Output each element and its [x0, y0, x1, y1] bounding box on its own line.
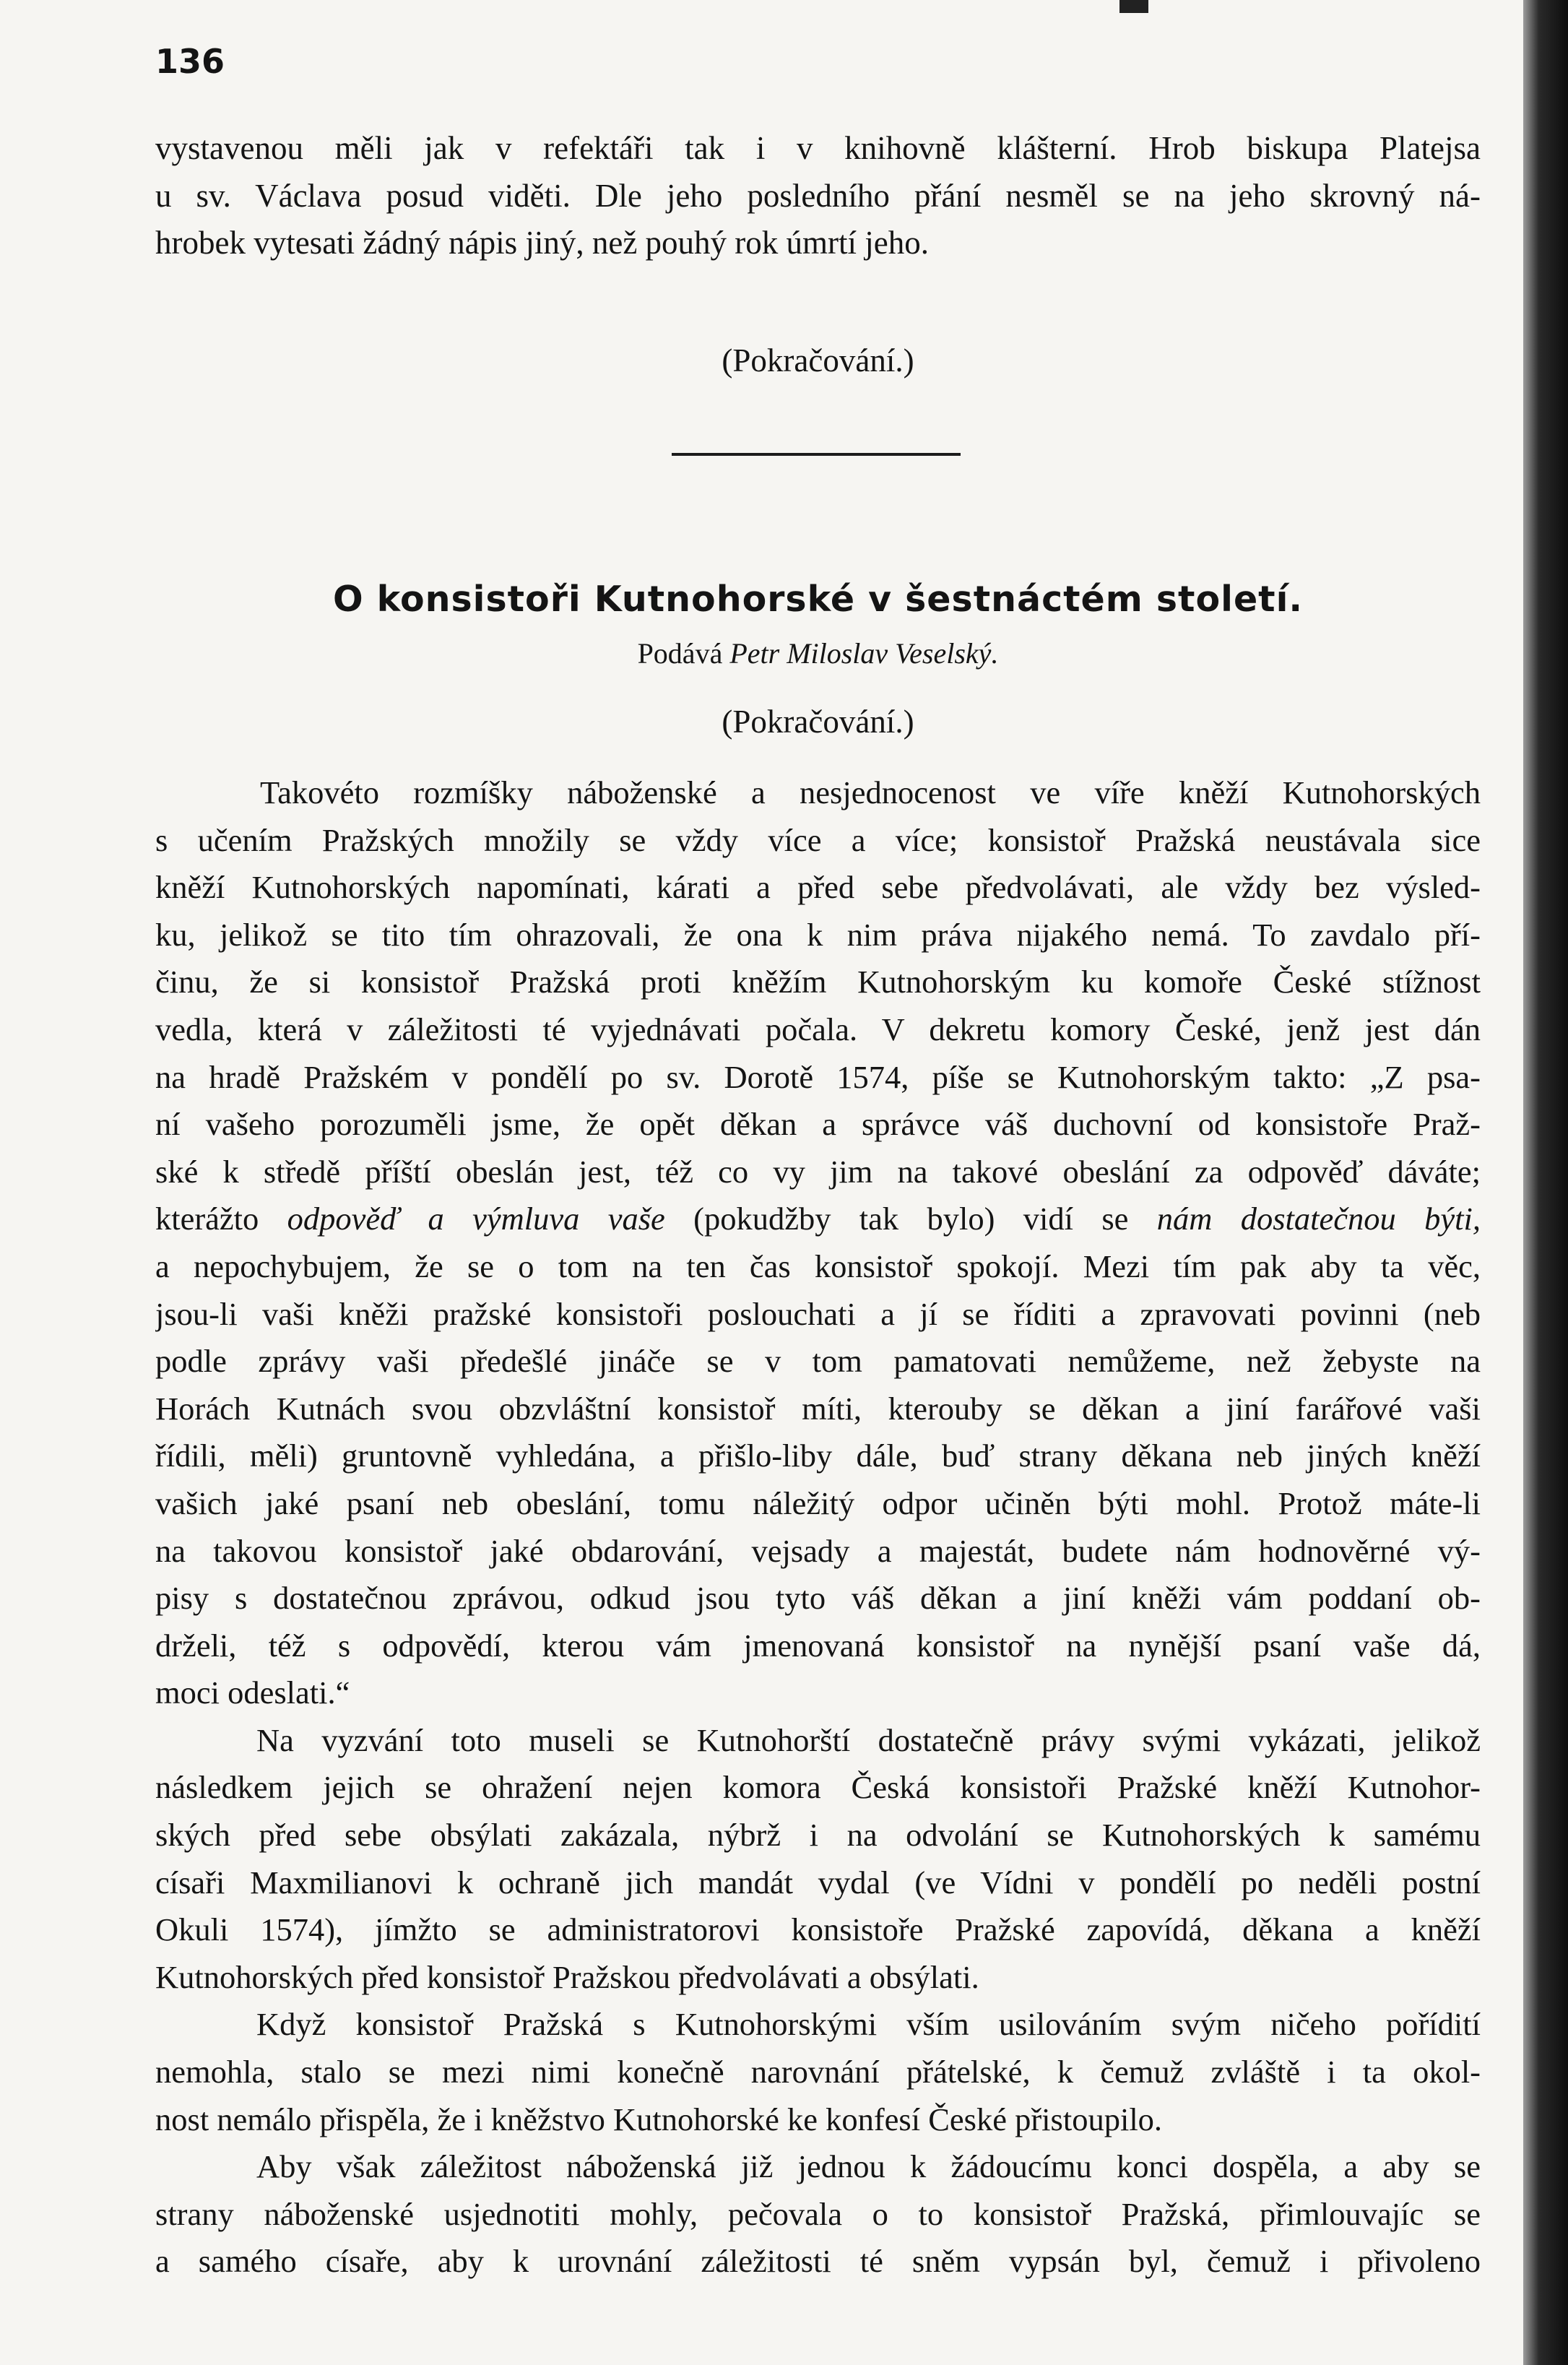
text-line: Horách Kutnách svou obzvláštní konsistoř míti, kterouby se děkan a jiní farářové vaši [155, 1390, 1481, 1427]
text-line: řídili, měli) gruntovně vyhledána, a přišlo-liby dále, buď strany děkana neb jiných kněží [155, 1437, 1481, 1474]
continued-note: (Pokračování.) [722, 342, 914, 379]
text-line: moci odeslati.“ [155, 1674, 350, 1711]
page-number: 136 [155, 42, 225, 81]
text-line: činu, že si konsistoř Pražská proti kněžím Kutnohorským ku komoře České stížnost [155, 964, 1481, 1000]
text-line: vystavenou měli jak v refektáři tak i v knihovně klášterní. Hrob biskupa Platejsa [155, 130, 1481, 166]
text-line: Takovéto rozmíšky náboženské a nesjednocenost ve víře kněží Kutnohorských [260, 774, 1481, 810]
text-line: s učením Pražských množily se vždy více a více; konsistoř Pražská neustávala sice [155, 821, 1481, 858]
text-line: vašich jaké psaní neb obeslání, tomu náležitý odpor učiněn býti mohl. Protož máte-li [155, 1484, 1481, 1521]
text-line: jsou-li vaši kněži pražské konsistoři poslouchati a jí se říditi a zpravovati povinni (neb [155, 1295, 1481, 1332]
italic-phrase: nám dostatečnou býti, [1156, 1201, 1481, 1237]
text-line: ských před sebe obsýlati zakázala, nýbrž i na odvolání se Kutnohorských k samému [155, 1817, 1481, 1854]
text-line: ku, jelikož se tito tím ohrazovali, že ona k nim práva nijakého nemá. To zavdalo pří- [155, 916, 1481, 953]
text-line: ské k středě příští obeslán jest, též co vy jim na takové obeslání za odpověď dáváte; [155, 1153, 1481, 1190]
text-line: na takovou konsistoř jaké obdarování, vejsady a majestát, budete nám hodnověrné vý- [155, 1532, 1481, 1569]
text-line: drželi, též s odpovědí, kterou vám jmenovaná konsistoř na nynější psaní vaše dá, [155, 1627, 1481, 1664]
text-line: na hradě Pražském v pondělí po sv. Dorotě 1574, píše se Kutnohorským takto: „Z psa- [155, 1058, 1481, 1095]
binding-shadow [1523, 0, 1568, 2365]
previous-article-ending [155, 125, 1481, 267]
text-line: a samého císaře, aby k urovnání záležitosti té sněm vypsán byl, čemuž i přivoleno [155, 2243, 1481, 2280]
text-line: pisy s dostatečnou zprávou, odkud jsou tyto váš děkan a jiní kněži vám poddaní ob- [155, 1580, 1481, 1617]
text-line: kněží Kutnohorských napomínati, kárati a před sebe předvolávati, ale vždy bez výsled- [155, 869, 1481, 906]
text-line: ní vašeho porozuměli jsme, že opět děkan a správce váš duchovní od konsistoře Praž- [155, 1106, 1481, 1143]
continued-note: (Pokračování.) [722, 704, 914, 740]
text-line: císaři Maxmilianovi k ochraně jich mandát vydal (ve Vídni v pondělí po neděli postní [155, 1864, 1481, 1901]
text-line: vedla, která v záležitosti té vyjednávati počala. V dekretu komory České, jenž jest dán [155, 1011, 1481, 1047]
text-line: Okuli 1574), jímžto se administratorovi konsistoře Pražské zapovídá, děkana a kněží [155, 1911, 1481, 1948]
text-line-with-italics: kterážto odpověď a výmluva vaše (pokudžby tak bylo) vidí se nám dostatečnou býti, [155, 1201, 1481, 1237]
italic-phrase: odpověď a výmluva vaše [287, 1201, 665, 1237]
text-line: nemohla, stalo se mezi nimi konečně narovnání přátelské, k čemuž zvláště i ta okol- [155, 2054, 1481, 2091]
scan-artifact-top [1119, 0, 1148, 13]
byline-author: Petr Miloslav Veselský. [729, 637, 999, 670]
text-line: a nepochybujem, že se o tom na ten čas konsistoř spokojí. Mezi tím pak aby ta věc, [155, 1248, 1481, 1284]
text-line: nost nemálo přispěla, že i kněžstvo Kutnohorské ke konfesí České přistoupilo. [155, 2101, 1163, 2137]
text-line: u sv. Václava posud viděti. Dle jeho posledního přání nesměl se na jeho skrovný ná- [155, 177, 1481, 214]
text-line: Aby však záležitost náboženská již jednou k žádoucímu konci dospěla, a aby se [256, 2148, 1481, 2185]
text-line: hrobek vytesati žádný nápis jiný, než pouhý rok úmrtí jeho. [155, 225, 930, 261]
section-divider [672, 453, 961, 456]
article-title: O konsistoři Kutnohorské v šestnáctém století. [332, 579, 1304, 620]
text-line: Když konsistoř Pražská s Kutnohorskými vším usilováním svým ničeho pořídití [256, 2006, 1481, 2043]
text-line: následkem jejich se ohražení nejen komora Česká konsistoři Pražské kněží Kutnohor- [155, 1769, 1481, 1806]
article-byline [155, 632, 1481, 675]
text-line: Na vyzvání toto museli se Kutnohorští dostatečně právy svými vykázati, jelikož [256, 1721, 1481, 1758]
text-line: podle zprávy vaši předešlé jináče se v tom pamatovati nemůžeme, než žebyste na [155, 1343, 1481, 1380]
byline-prefix: Podává [637, 637, 723, 670]
text-line: Kutnohorských před konsistoř Pražskou předvolávati a obsýlati. [155, 1958, 979, 1995]
text-line: strany náboženské usjednotiti mohly, pečovala o to konsistoř Pražská, přimlouvajíc se [155, 2195, 1481, 2232]
article-body [155, 769, 1481, 2286]
